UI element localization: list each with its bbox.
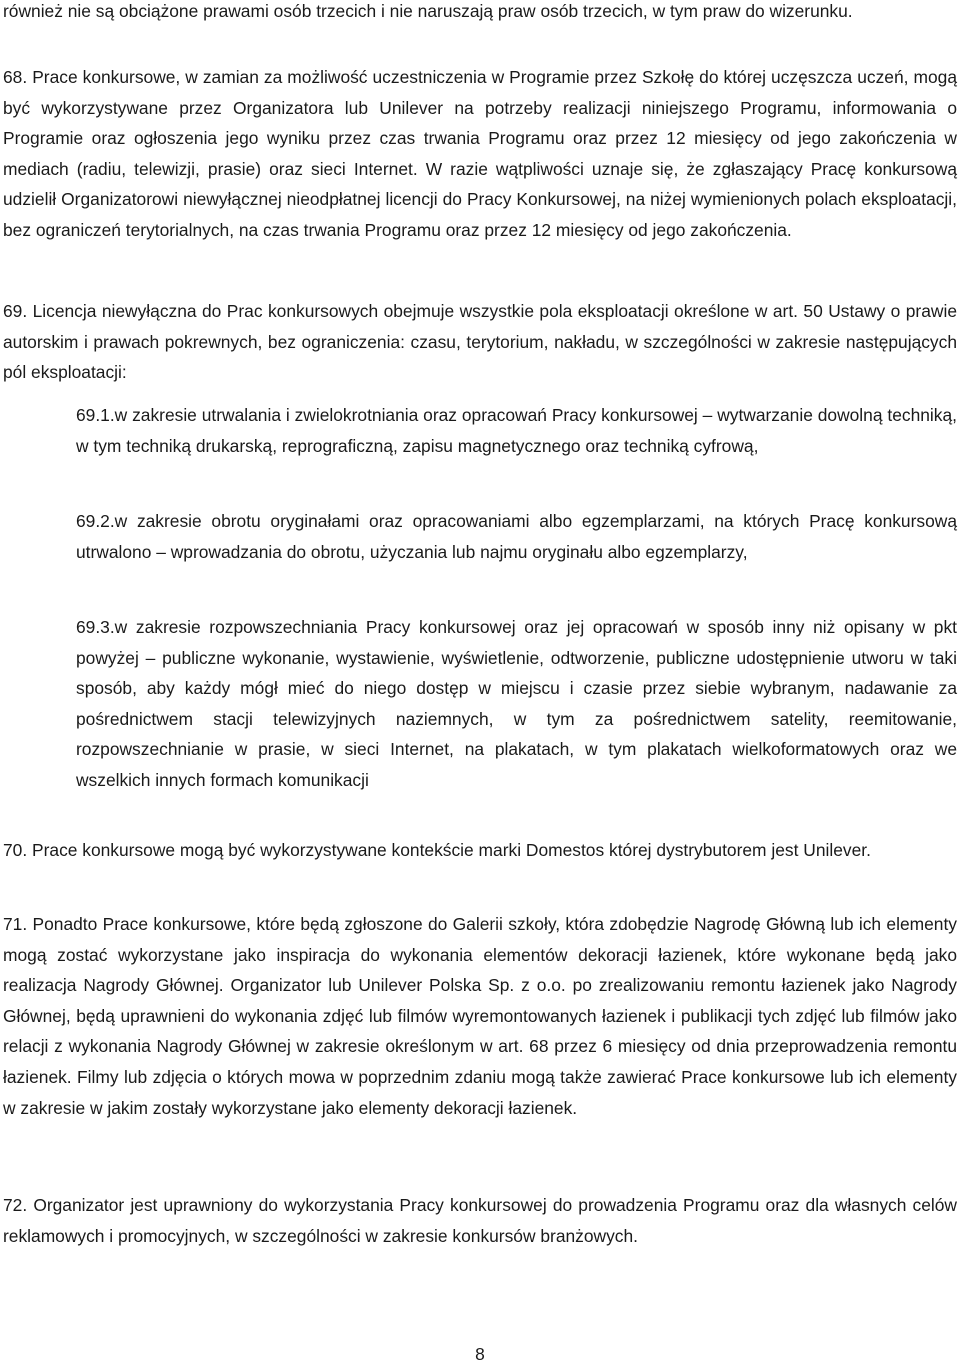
subparagraph-69-3: 69.3.w zakresie rozpowszechniania Pracy konkursowej oraz jej opracowań w sposób inny niż opisany w pkt powyżej – publiczne wykonanie, wystawienie, wyświetlenie, odtworzenie, publiczne udostępnienie utworu w taki sposób, aby każdy mógł mieć do niego dostęp w miejscu i czasie przez siebie wybranym, nadawanie za pośrednictwem stacji telewizyjnych naziemnych, w tym za pośrednictwem satelity, reemitowanie, rozpowszechnianie w prasie, w sieci Internet, na plakatach, w tym plakatach wielkoformatowych oraz we wszelkich innych formach komunikacji — [76, 617, 957, 790]
paragraph-72: 72. Organizator jest uprawniony do wykorzystania Pracy konkursowej do prowadzenia Programu oraz dla własnych celów reklamowych i promocyjnych, w szczególności w zakresie konkursów branżowych. — [3, 1195, 957, 1246]
paragraph-71: 71. Ponadto Prace konkursowe, które będą zgłoszone do Galerii szkoły, która zdobędzie Nagrodę Główną lub ich elementy mogą zostać wykorzystane jako inspiracja do wykonania elementów dekoracji łazienek, które wykonane będą jako realizacja Nagrody Głównej. Organizator lub Unilever Polska Sp. z o.o. po zrealizowaniu remontu łazienek jako Nagrody Głównej, będą uprawnieni do wykonania zdjęć lub filmów wyremontowanych łazienek i publikacji tych zdjęć lub filmów jako relacji z wykonania Nagrody Głównej w zakresie określonym w art. 68 przez 6 miesięcy od dnia przeprowadzenia remontu łazienek. Filmy lub zdjęcia o których mowa w poprzednim zdaniu mogą także zawierać Prace konkursowe lub ich elementy w zakresie w jakim zostały wykorzystane jako elementy dekoracji łazienek. — [3, 914, 957, 1118]
paragraph-68: 68. Prace konkursowe, w zamian za możliwość uczestniczenia w Programie przez Szkołę do której uczęszcza uczeń, mogą być wykorzystywane przez Organizatora lub Unilever na potrzeby realizacji niniejszego Programu, informowania o Programie oraz ogłoszenia jego wyniku przez czas trwania Programu oraz przez 12 miesięcy od jego zakończenia w mediach (radiu, telewizji, prasie) oraz sieci Internet. W razie wątpliwości uznaje się, że zgłaszający Pracę konkursową udzielił Organizatorowi niewyłącznej nieodpłatnej licencji do Pracy Konkursowej, na niżej wymienionych polach eksploatacji, bez ograniczeń terytorialnych, na czas trwania Programu oraz przez 12 miesięcy od jego zakończenia. — [3, 67, 957, 240]
paragraph-70: 70. Prace konkursowe mogą być wykorzystywane kontekście marki Domestos której dystrybutorem jest Unilever. — [3, 840, 871, 860]
subparagraph-69-2: 69.2.w zakresie obrotu oryginałami oraz opracowaniami albo egzemplarzami, na których Pracę konkursową utrwalono – wprowadzania do obrotu, użyczania lub najmu oryginału albo egzemplarzy, — [76, 511, 957, 562]
subparagraph-69-1: 69.1.w zakresie utrwalania i zwielokrotniania oraz opracowań Pracy konkursowej – wytwarzanie dowolną techniką, w tym techniką drukarską, reprograficzną, zapisu magnetycznego oraz techniką cyfrową, — [76, 405, 957, 456]
paragraph-69: 69. Licencja niewyłączna do Prac konkursowych obejmuje wszystkie pola eksploatacji określone w art. 50 Ustawy o prawie autorskim i prawach pokrewnych, bez ograniczenia: czasu, terytorium, nakładu, w szczególności w zakresie następujących pól eksploatacji: — [3, 301, 957, 383]
page-number: 8 — [475, 1344, 485, 1364]
paragraph-continuation: również nie są obciążone prawami osób trzecich i nie naruszają praw osób trzecich, w tym praw do wizerunku. — [3, 1, 853, 21]
